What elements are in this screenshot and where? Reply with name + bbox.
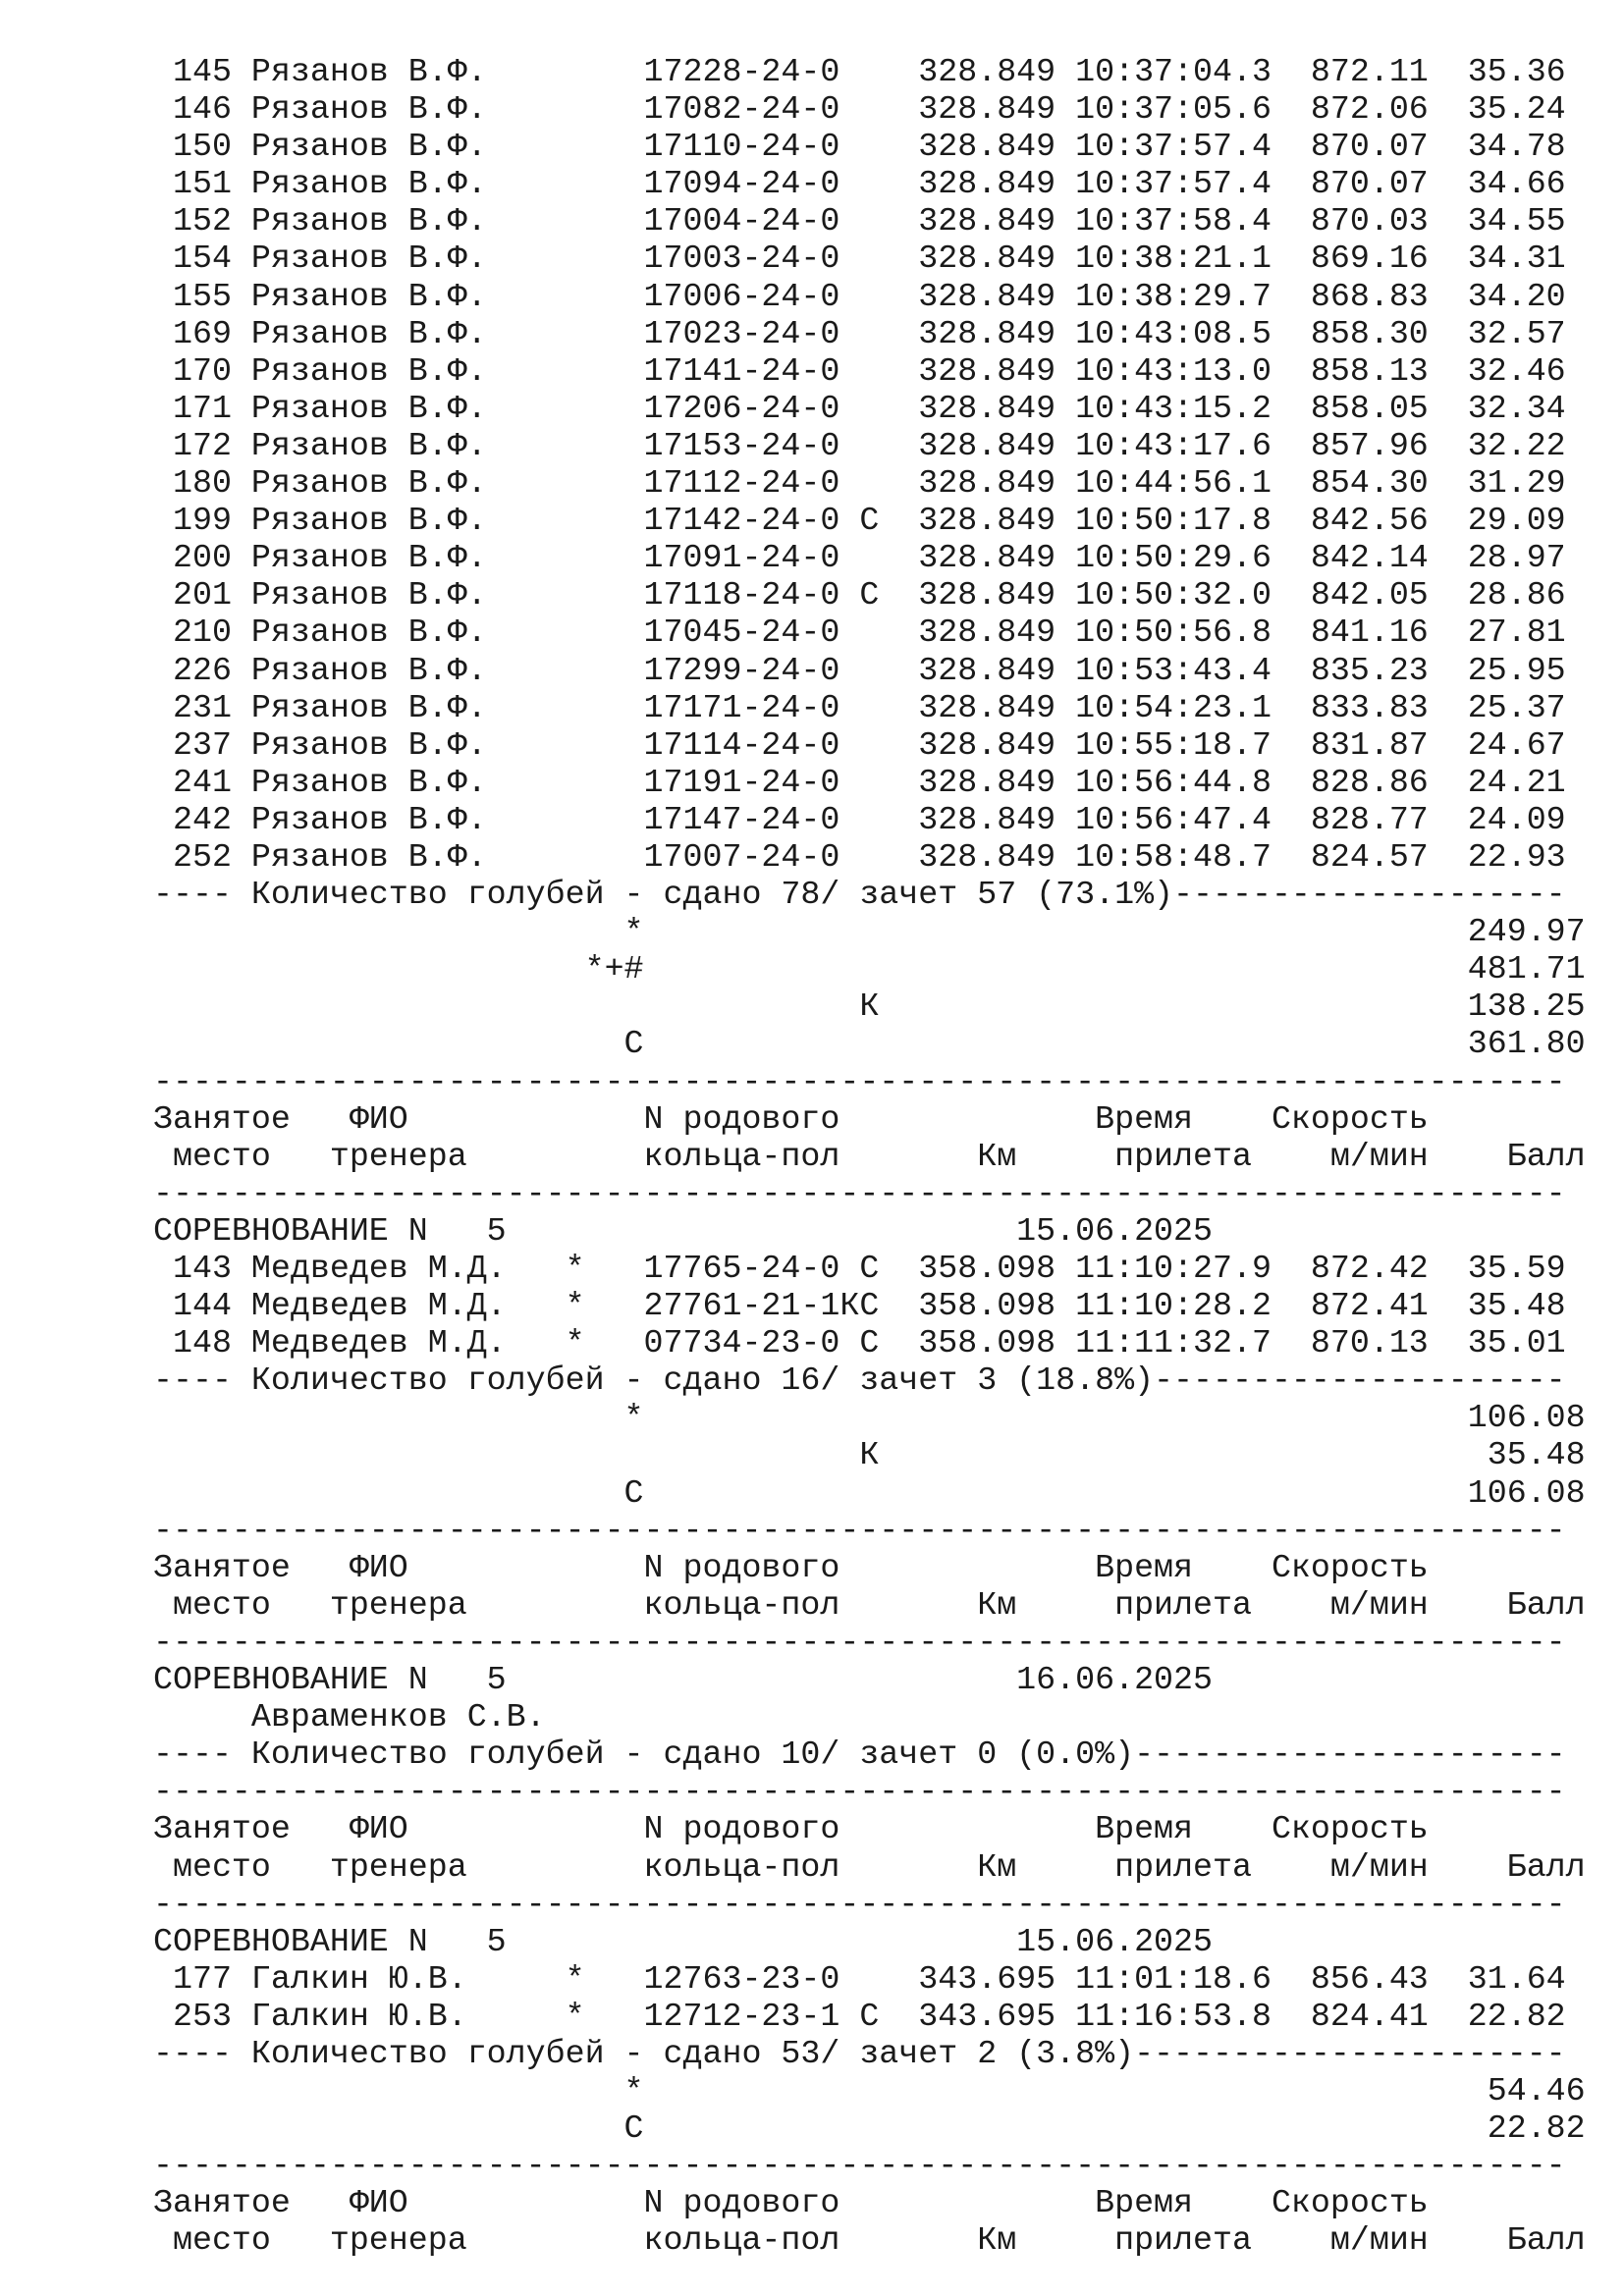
result-row: 231 Рязанов В.Ф. 17171-24-0 328.849 10:54:23.1 833.83 25.37 <box>153 688 1566 726</box>
result-row: 237 Рязанов В.Ф. 17114-24-0 328.849 10:55:18.7 831.87 24.67 <box>153 725 1566 764</box>
result-row: 252 Рязанов В.Ф. 17007-24-0 328.849 10:58:48.7 824.57 22.93 <box>153 837 1566 876</box>
competition-header: СОРЕВНОВАНИЕ N 5 15.06.2025 <box>153 1922 1213 1960</box>
result-row: 151 Рязанов В.Ф. 17094-24-0 328.849 10:37:57.4 870.07 34.66 <box>153 165 1566 203</box>
result-row: 253 Галкин Ю.В. * 12712-23-1 С 343.695 11:16:53.8 824.41 22.82 <box>153 1997 1566 2035</box>
separator-line: ------------------------------------------------------------------------ <box>153 1885 1566 1923</box>
column-header-row-2: место тренера кольца-пол Км прилета м/мин Балл <box>153 1847 1586 1886</box>
separator-line: ------------------------------------------------------------------------ <box>153 1623 1566 1661</box>
points-total-line: С 106.08 <box>153 1473 1586 1512</box>
points-total-line: * 54.46 <box>153 2072 1586 2110</box>
separator-line: ------------------------------------------------------------------------ <box>153 2147 1566 2185</box>
column-header-row-2: место тренера кольца-пол Км прилета м/мин Балл <box>153 2221 1586 2260</box>
result-row: 150 Рязанов В.Ф. 17110-24-0 328.849 10:37:57.4 870.07 34.78 <box>153 128 1566 166</box>
participant-name-line: Авраменков С.В. <box>153 1698 546 1736</box>
pigeon-count-summary: ---- Количество голубей - сдано 78/ зачет 57 (73.1%)-------------------- <box>153 876 1566 914</box>
result-row: 171 Рязанов В.Ф. 17206-24-0 328.849 10:43:15.2 858.05 32.34 <box>153 389 1566 427</box>
separator-line: ------------------------------------------------------------------------ <box>153 1511 1566 1549</box>
points-total-line: *+# 481.71 <box>153 950 1586 988</box>
result-row: 241 Рязанов В.Ф. 17191-24-0 328.849 10:56:44.8 828.86 24.21 <box>153 763 1566 801</box>
competition-header: СОРЕВНОВАНИЕ N 5 16.06.2025 <box>153 1661 1213 1699</box>
result-row: 226 Рязанов В.Ф. 17299-24-0 328.849 10:53:43.4 835.23 25.95 <box>153 651 1566 689</box>
column-header-row-1: Занятое ФИО N родового Время Скорость <box>153 1099 1429 1138</box>
result-row: 200 Рязанов В.Ф. 17091-24-0 328.849 10:50:29.6 842.14 28.97 <box>153 539 1566 577</box>
points-total-line: * 106.08 <box>153 1399 1586 1437</box>
separator-line: ------------------------------------------------------------------------ <box>153 1174 1566 1212</box>
pigeon-count-summary: ---- Количество голубей - сдано 10/ зачет 0 (0.0%)---------------------- <box>153 1735 1566 1774</box>
points-total-line: С 22.82 <box>153 2109 1586 2148</box>
column-header-row-1: Занятое ФИО N родового Время Скорость <box>153 1548 1429 1586</box>
separator-line: ------------------------------------------------------------------------ <box>153 1062 1566 1100</box>
result-row: 201 Рязанов В.Ф. 17118-24-0 С 328.849 10:50:32.0 842.05 28.86 <box>153 576 1566 614</box>
result-row: 144 Медведев М.Д. * 27761-21-1КС 358.098 11:10:28.2 872.41 35.48 <box>153 1287 1566 1325</box>
points-total-line: * 249.97 <box>153 913 1586 951</box>
result-row: 152 Рязанов В.Ф. 17004-24-0 328.849 10:37:58.4 870.03 34.55 <box>153 202 1566 240</box>
result-row: 154 Рязанов В.Ф. 17003-24-0 328.849 10:38:21.1 869.16 34.31 <box>153 240 1566 278</box>
results-report <box>153 53 1587 2260</box>
points-total-line: К 138.25 <box>153 988 1586 1026</box>
result-row: 180 Рязанов В.Ф. 17112-24-0 328.849 10:44:56.1 854.30 31.29 <box>153 464 1566 503</box>
separator-line: ------------------------------------------------------------------------ <box>153 1773 1566 1811</box>
points-total-line: К 35.48 <box>153 1436 1586 1474</box>
column-header-row-1: Занятое ФИО N родового Время Скорость <box>153 2184 1429 2222</box>
column-header-row-2: место тренера кольца-пол Км прилета м/мин Балл <box>153 1585 1586 1624</box>
result-row: 177 Галкин Ю.В. * 12763-23-0 343.695 11:01:18.6 856.43 31.64 <box>153 1959 1566 1998</box>
result-row: 170 Рязанов В.Ф. 17141-24-0 328.849 10:43:13.0 858.13 32.46 <box>153 351 1566 390</box>
result-row: 148 Медведев М.Д. * 07734-23-0 С 358.098 11:11:32.7 870.13 35.01 <box>153 1324 1566 1362</box>
result-row: 242 Рязанов В.Ф. 17147-24-0 328.849 10:56:47.4 828.77 24.09 <box>153 800 1566 838</box>
result-row: 155 Рязанов В.Ф. 17006-24-0 328.849 10:38:29.7 868.83 34.20 <box>153 277 1566 315</box>
result-row: 169 Рязанов В.Ф. 17023-24-0 328.849 10:43:08.5 858.30 32.57 <box>153 314 1566 352</box>
result-row: 172 Рязанов В.Ф. 17153-24-0 328.849 10:43:17.6 857.96 32.22 <box>153 426 1566 464</box>
column-header-row-2: место тренера кольца-пол Км прилета м/мин Балл <box>153 1137 1586 1175</box>
column-header-row-1: Занятое ФИО N родового Время Скорость <box>153 1810 1429 1848</box>
result-row: 210 Рязанов В.Ф. 17045-24-0 328.849 10:50:56.8 841.16 27.81 <box>153 614 1566 652</box>
pigeon-count-summary: ---- Количество голубей - сдано 16/ зачет 3 (18.8%)--------------------- <box>153 1362 1566 1400</box>
result-row: 145 Рязанов В.Ф. 17228-24-0 328.849 10:37:04.3 872.11 35.36 <box>153 53 1566 90</box>
result-row: 199 Рязанов В.Ф. 17142-24-0 С 328.849 10:50:17.8 842.56 29.09 <box>153 502 1566 540</box>
competition-header: СОРЕВНОВАНИЕ N 5 15.06.2025 <box>153 1211 1213 1250</box>
points-total-line: С 361.80 <box>153 1025 1586 1063</box>
pigeon-count-summary: ---- Количество голубей - сдано 53/ зачет 2 (3.8%)---------------------- <box>153 2034 1566 2072</box>
result-row: 146 Рязанов В.Ф. 17082-24-0 328.849 10:37:05.6 872.06 35.24 <box>153 90 1566 129</box>
result-row: 143 Медведев М.Д. * 17765-24-0 С 358.098 11:10:27.9 872.42 35.59 <box>153 1250 1566 1287</box>
